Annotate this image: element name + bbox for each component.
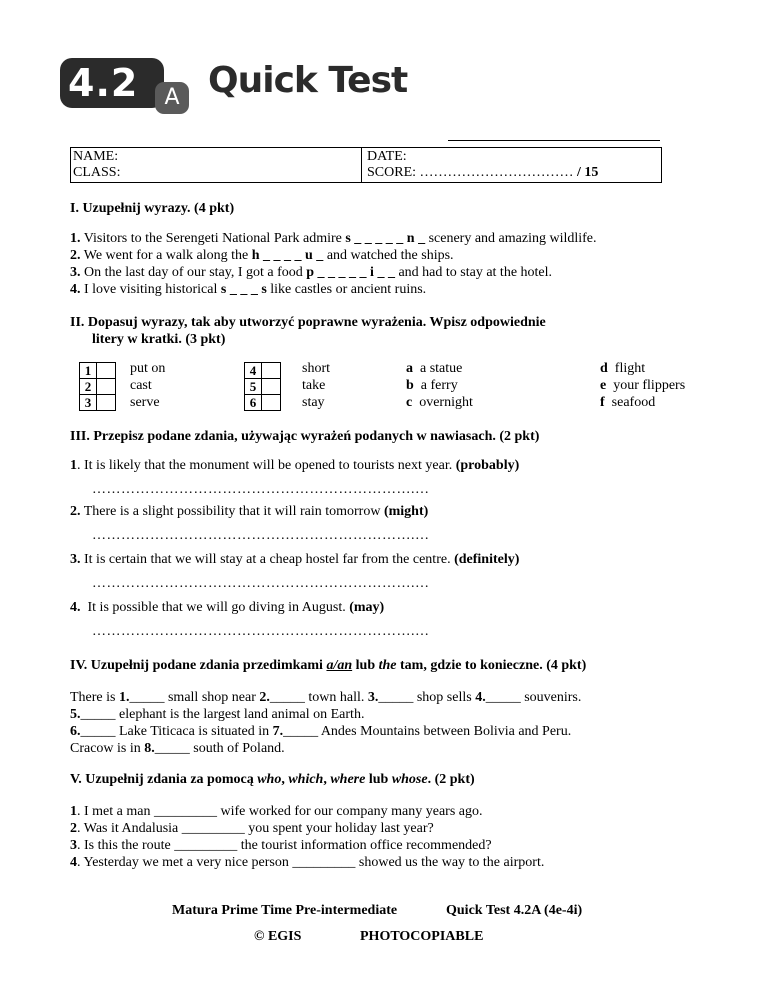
s3-item-4: 4. It is possible that we will go diving in August. (may) <box>70 600 385 615</box>
s1-item-1: 1. Visitors to the Serengeti National Park admire s _ _ _ _ _ n _ scenery and amazing wildlife. <box>70 231 597 246</box>
s4-line-1: There is 1._____ small shop near 2._____ town hall. 3._____ shop sells 4._____ souvenirs. <box>70 690 582 705</box>
match-options-a-c: a a statue b a ferry c overnight <box>406 361 473 410</box>
word-blank: s _ _ _ _ _ n _ <box>345 231 426 246</box>
s4-line-2: 5._____ elephant is the largest land animal on Earth. <box>70 707 365 722</box>
class-label: CLASS: <box>73 165 121 180</box>
s4-line-3: 6._____ Lake Titicaca is situated in 7._____ Andes Mountains between Bolivia and Peru. <box>70 724 572 739</box>
student-info-table <box>70 147 662 183</box>
s5-item-1: 1. I met a man _________ wife worked for our company many years ago. <box>70 804 483 819</box>
answer-line-4[interactable]: ………………………………………………………….… <box>92 624 430 639</box>
section-5-heading: V. Uzupełnij zdania za pomocą who, which, where lub whose. (2 pkt) <box>70 772 475 787</box>
s5-item-2: 2. Was it Andalusia _________ you spent your holiday last year? <box>70 821 434 836</box>
info-top-rule <box>448 140 660 141</box>
match-boxes-4-6: 4 5 6 <box>244 362 281 411</box>
answer-line-2[interactable]: ………………………………………………………….… <box>92 528 430 543</box>
word-blank: p _ _ _ _ _ i _ _ <box>306 265 395 280</box>
s3-item-2: 2. There is a slight possibility that it will rain tomorrow (might) <box>70 504 429 519</box>
answer-box-2[interactable] <box>97 379 116 395</box>
date-label: DATE: <box>367 149 407 164</box>
s3-item-3: 3. It is certain that we will stay at a cheap hostel far from the centre. (definitely) <box>70 552 520 567</box>
s1-item-2: 2. We went for a walk along the h _ _ _ _ u _ and watched the ships. <box>70 248 454 263</box>
answer-box-3[interactable] <box>97 395 116 411</box>
word-blank: s _ _ _ s <box>220 282 267 297</box>
variant-badge: A <box>155 82 189 114</box>
answer-box-1[interactable] <box>97 363 116 379</box>
info-divider <box>361 148 362 182</box>
s5-item-3: 3. Is this the route _________ the tourist information office recommended? <box>70 838 492 853</box>
page-title: Quick Test <box>208 60 408 101</box>
footer-photocopiable: PHOTOCOPIABLE <box>360 929 484 944</box>
answer-line-3[interactable]: ………………………………………………………….… <box>92 576 430 591</box>
answer-box-4[interactable] <box>262 363 281 379</box>
footer-copyright: © EGIS <box>254 929 302 944</box>
section-5-items <box>70 803 544 871</box>
section-1-heading: I. Uzupełnij wyrazy. (4 pkt) <box>70 201 235 216</box>
footer-book-title: Matura Prime Time Pre-intermediate <box>172 903 398 918</box>
unit-number-badge: 4.2 <box>60 58 164 108</box>
match-options-d-f: d flight e your flippers f seafood <box>600 361 686 410</box>
name-label: NAME: <box>73 149 119 164</box>
answer-box-6[interactable] <box>262 395 281 411</box>
s1-item-3: 3. On the last day of our stay, I got a food p _ _ _ _ _ i _ _ and had to stay at the hotel. <box>70 265 553 280</box>
answer-box-5[interactable] <box>262 379 281 395</box>
s1-item-4: 4. I love visiting historical s _ _ _ s like castles or ancient ruins. <box>70 282 427 297</box>
s5-item-4: 4. Yesterday we met a very nice person _________ showed us the way to the airport. <box>70 855 545 870</box>
section-4-heading: IV. Uzupełnij podane zdania przedimkami a/an lub the tam, gdzie to konieczne. (4 pkt) <box>70 658 587 673</box>
score-field <box>367 164 598 181</box>
match-boxes-1-3: 1 2 3 <box>79 362 116 411</box>
answer-line-1[interactable]: ………………………………………………………….… <box>92 482 430 497</box>
score-total: / 15 <box>577 165 599 180</box>
section-4-text <box>70 689 581 757</box>
s3-item-1: 1. It is likely that the monument will be opened to tourists next year. (probably) <box>70 458 520 473</box>
word-blank: h _ _ _ _ u _ <box>251 248 324 263</box>
match-words-1-3: put on cast serve <box>130 361 166 410</box>
score-label: SCORE: …………………………… <box>367 165 574 180</box>
section-3-heading: III. Przepisz podane zdania, używając wyrażeń podanych w nawiasach. (2 pkt) <box>70 429 540 444</box>
match-words-4-6: short take stay <box>302 361 330 410</box>
section-2-heading: II. Dopasuj wyrazy, tak aby utworzyć poprawne wyrażenia. Wpisz odpowiednie litery w kratki. (3 pkt) <box>70 315 546 347</box>
s4-line-4: Cracow is in 8._____ south of Poland. <box>70 741 285 756</box>
footer-test-code: Quick Test 4.2A (4e-4i) <box>446 903 583 918</box>
section-1-items <box>70 230 597 298</box>
